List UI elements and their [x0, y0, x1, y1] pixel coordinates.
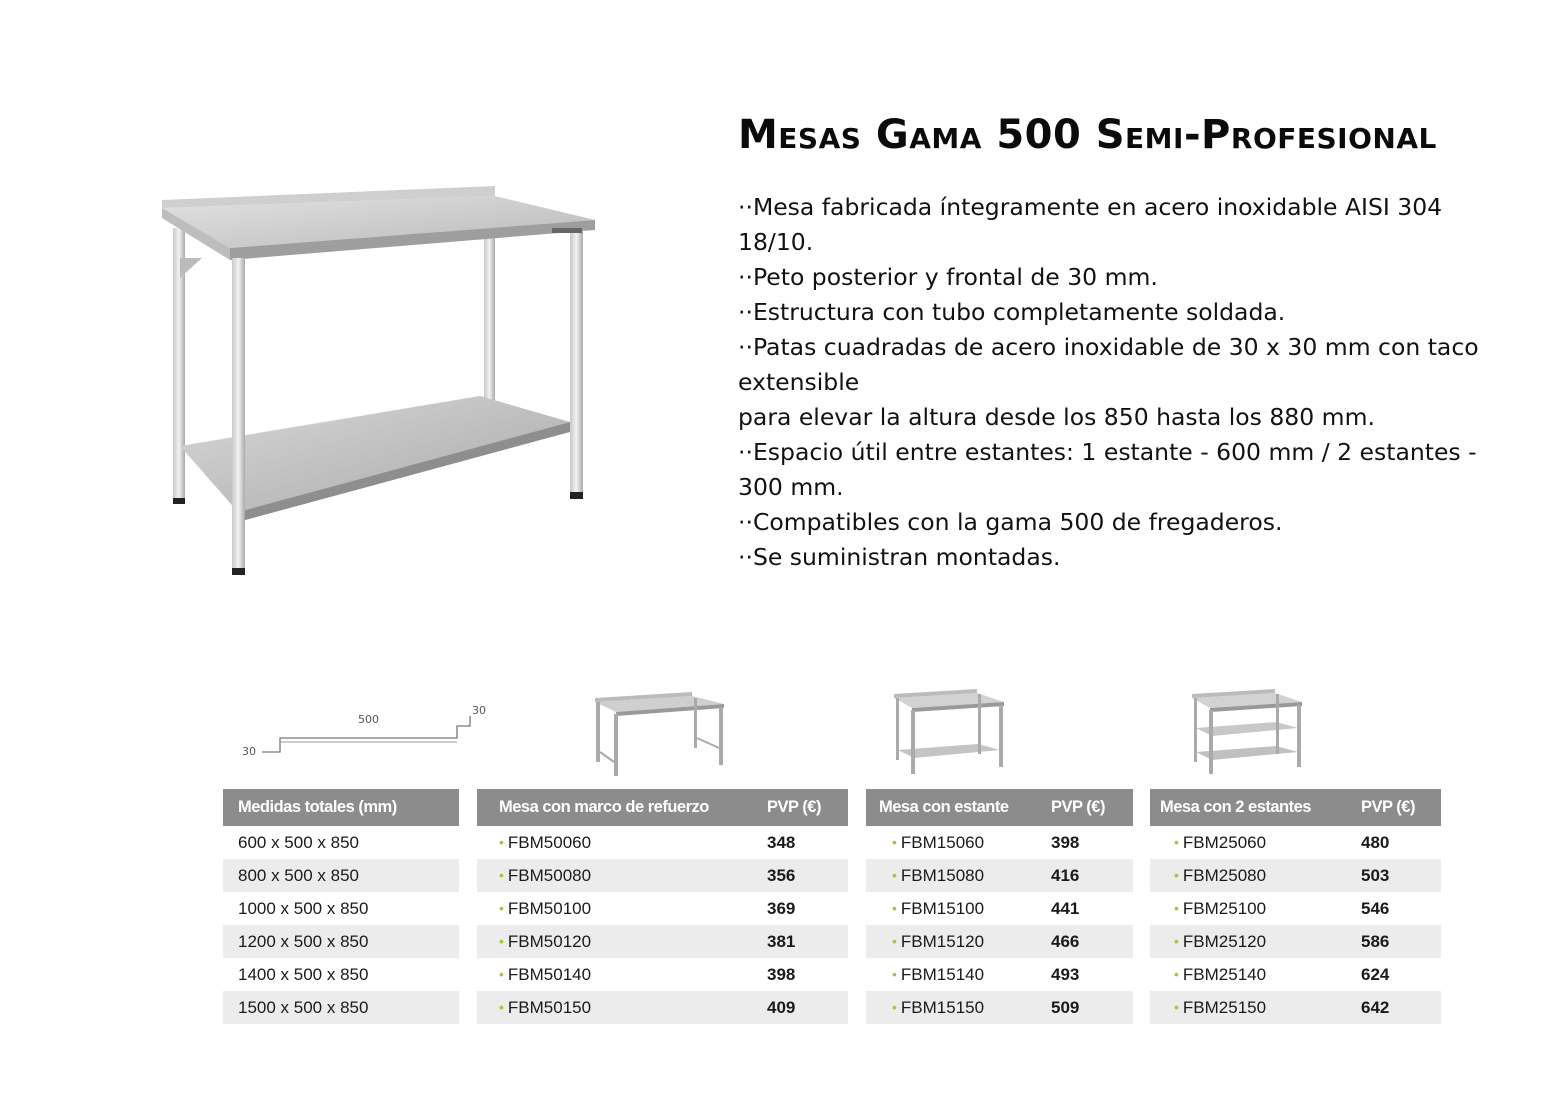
price-cell: 398: [1051, 832, 1080, 852]
sketch-right-label: 30: [472, 704, 486, 717]
bullet-icon: •: [892, 965, 897, 982]
product-code: • FBM25140: [1174, 964, 1267, 984]
sketch-left-label: 30: [242, 745, 256, 758]
price-cell: 509: [1041, 991, 1133, 1024]
shelf-price-header: PVP (€): [1041, 789, 1133, 826]
price-cell: 416: [1041, 859, 1133, 892]
price-cell: 441: [1051, 898, 1080, 918]
bullet-icon: •: [1174, 833, 1179, 850]
product-code: • FBM50080: [477, 859, 757, 892]
product-code: • FBM15140: [892, 964, 985, 984]
bullet-icon: •: [499, 866, 504, 883]
product-code: • FBM50060: [499, 832, 592, 852]
bullet-icon: •: [1174, 965, 1179, 982]
table-two-shelves-thumbnail: [1190, 688, 1305, 778]
price-cell: 356: [757, 859, 848, 892]
frame-header: Mesa con marco de refuerzo: [477, 789, 757, 826]
dimension-sketch: [232, 700, 492, 770]
price-cell: 369: [767, 898, 796, 918]
frame-table: [477, 789, 848, 1024]
measures-header: Medidas totales (mm): [223, 789, 459, 826]
bullet-icon: •: [892, 932, 897, 949]
bullet-icon: •: [499, 833, 504, 850]
feature-line: extensible: [738, 368, 860, 396]
two-shelves-table: [1150, 789, 1441, 1024]
feature-line: ··Espacio útil entre estantes: 1 estante - 600 mm / 2 estantes -: [738, 438, 1477, 466]
stainless-table-image: [150, 178, 610, 588]
feature-line: 300 mm.: [738, 473, 844, 501]
bullet-icon: •: [499, 932, 504, 949]
table-shelf-thumbnail: [892, 688, 1007, 778]
bullet-icon: •: [892, 866, 897, 883]
shelf-header: Mesa con estante: [866, 789, 1041, 826]
feature-line: ··Estructura con tubo completamente soldada.: [738, 298, 1286, 326]
measure-cell: 600 x 500 x 850: [238, 832, 359, 852]
table-frame-thumbnail: [592, 690, 727, 778]
shelf-table: [866, 789, 1133, 1024]
measure-cell: 1400 x 500 x 850: [238, 964, 369, 984]
product-code: • FBM15150: [866, 991, 1041, 1024]
feature-line: ··Se suministran montadas.: [738, 543, 1061, 571]
bullet-icon: •: [1174, 866, 1179, 883]
product-code: • FBM25120: [1150, 925, 1351, 958]
product-code: • FBM50140: [499, 964, 592, 984]
product-code: • FBM15120: [866, 925, 1041, 958]
measures-table: [223, 789, 459, 1024]
bullet-icon: •: [1174, 899, 1179, 916]
sketch-width-label: 500: [358, 713, 379, 726]
price-cell: 466: [1041, 925, 1133, 958]
feature-line: ··Compatibles con la gama 500 de fregaderos.: [738, 508, 1283, 536]
bullet-icon: •: [892, 899, 897, 916]
product-code: • FBM15060: [892, 832, 985, 852]
price-cell: 398: [767, 964, 796, 984]
feature-line: ··Mesa fabricada íntegramente en acero inoxidable AISI 304: [738, 193, 1443, 221]
price-cell: 503: [1351, 859, 1441, 892]
product-code: • FBM15100: [892, 898, 985, 918]
price-cell: 409: [757, 991, 848, 1024]
product-code: • FBM25080: [1150, 859, 1351, 892]
bullet-icon: •: [499, 965, 504, 982]
two-shelves-header: Mesa con 2 estantes: [1150, 789, 1351, 826]
bullet-icon: •: [499, 899, 504, 916]
measure-cell: 800 x 500 x 850: [223, 859, 459, 892]
bullet-icon: •: [892, 998, 897, 1015]
price-cell: 348: [767, 832, 796, 852]
feature-line: para elevar la altura desde los 850 hasta los 880 mm.: [738, 403, 1375, 431]
feature-list: [738, 190, 1528, 575]
feature-line: ··Patas cuadradas de acero inoxidable de 30 x 30 mm con taco: [738, 333, 1479, 361]
feature-line: ··Peto posterior y frontal de 30 mm.: [738, 263, 1158, 291]
price-cell: 586: [1351, 925, 1441, 958]
frame-price-header: PVP (€): [757, 789, 848, 826]
bullet-icon: •: [1174, 932, 1179, 949]
product-code: • FBM25150: [1150, 991, 1351, 1024]
product-code: • FBM50120: [477, 925, 757, 958]
product-code: • FBM50100: [499, 898, 592, 918]
product-code: • FBM25100: [1174, 898, 1267, 918]
bullet-icon: •: [892, 833, 897, 850]
product-code: • FBM15080: [866, 859, 1041, 892]
product-code: • FBM25060: [1174, 832, 1267, 852]
two-shelves-price-header: PVP (€): [1351, 789, 1441, 826]
bullet-icon: •: [1174, 998, 1179, 1015]
product-code: • FBM50150: [477, 991, 757, 1024]
page-title: Mesas Gama 500 Semi-Profesional: [738, 112, 1437, 158]
price-cell: 642: [1351, 991, 1441, 1024]
price-cell: 381: [757, 925, 848, 958]
measure-cell: 1200 x 500 x 850: [223, 925, 459, 958]
measure-cell: 1000 x 500 x 850: [238, 898, 369, 918]
price-cell: 493: [1051, 964, 1080, 984]
bullet-icon: •: [499, 998, 504, 1015]
feature-line: 18/10.: [738, 228, 814, 256]
price-cell: 480: [1361, 832, 1390, 852]
measure-cell: 1500 x 500 x 850: [223, 991, 459, 1024]
price-cell: 546: [1361, 898, 1390, 918]
price-cell: 624: [1361, 964, 1390, 984]
